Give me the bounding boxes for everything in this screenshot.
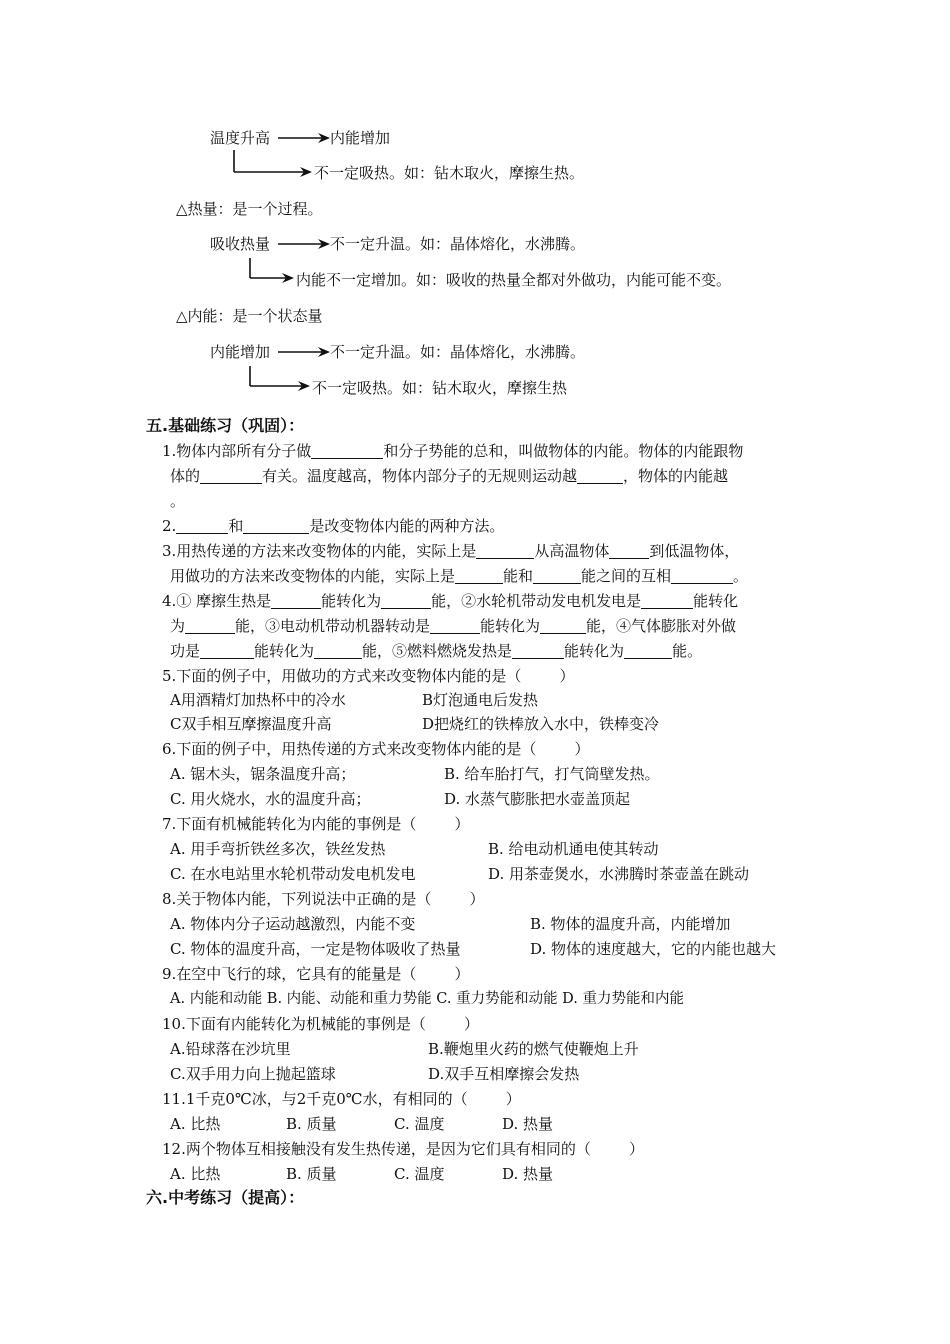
answer-blank[interactable] (243, 517, 309, 534)
option-a[interactable]: A用酒精灯加热杯中的冷水 (170, 691, 346, 709)
question-9-stem: 9.在空中飞行的球，它具有的能量是（ ） (162, 965, 470, 983)
option-b[interactable]: B. 物体的温度升高，内能增加 (530, 915, 731, 933)
answer-blank[interactable] (624, 642, 672, 659)
answer-blank[interactable] (512, 642, 564, 659)
option-a[interactable]: A.铅球落在沙坑里 (170, 1040, 291, 1058)
question-7-stem: 7.下面有机械能转化为内能的事例是（ ） (162, 815, 470, 833)
option-b[interactable]: B. 质量 (286, 1115, 337, 1133)
question-5-stem: 5.下面的例子中，用做功的方式来改变物体内能的是（ ） (162, 667, 575, 685)
option-d[interactable]: D.双手互相摩擦会发热 (428, 1065, 580, 1083)
option-d[interactable]: D. 热量 (502, 1165, 554, 1183)
note-not-necessarily-absorb: 不一定吸热。如：钻木取火，摩擦生热。 (314, 164, 585, 182)
branch-arrow-icon (248, 366, 310, 394)
note-not-necessarily-increase: 内能不一定增加。如：吸收的热量全都对外做功，内能可能不变。 (296, 271, 732, 289)
answer-blank[interactable] (271, 592, 321, 609)
option-b[interactable]: B.鞭炮里火药的燃气使鞭炮上升 (428, 1040, 639, 1058)
option-c[interactable]: C. 温度 (394, 1115, 445, 1133)
question-4-line-3: 功是 能转化为 能，⑤燃料燃烧发热是 能转化为 能。 (170, 642, 703, 660)
energy-definition: △内能：是一个状态量 (176, 307, 323, 325)
answer-blank[interactable] (577, 467, 623, 484)
right-arrow-icon (278, 236, 330, 252)
option-b[interactable]: B. 给电动机通电使其转动 (488, 840, 659, 858)
option-a[interactable]: A. 用手弯折铁丝多次，铁丝发热 (170, 840, 386, 858)
question-4-line-2: 为 能，③电动机带动机器转动是 能转化为 能，④气体膨胀对外做 (170, 617, 737, 635)
answer-blank[interactable] (671, 567, 733, 584)
question-3-line-1: 3.用热传递的方法来改变物体的内能，实际上是 从高温物体 到低温物体， (162, 542, 740, 560)
question-1-line-2: 体的 有关。温度越高，物体内部分子的无规则运动越 ，物体的内能越 (170, 467, 729, 485)
question-6-stem: 6.下面的例子中，用热传递的方式来改变物体内能的是（ ） (162, 740, 590, 758)
option-d[interactable]: D. 用茶壶煲水，水沸腾时茶壶盖在跳动 (488, 865, 750, 883)
answer-blank[interactable] (476, 542, 534, 559)
option-b[interactable]: B. 质量 (286, 1165, 337, 1183)
question-2: 2. 和 是改变物体内能的两种方法。 (162, 517, 505, 535)
section-heading: 五.基础练习（巩固）： (146, 416, 305, 435)
label-energy-increase: 内能增加 (330, 129, 391, 147)
answer-blank[interactable] (533, 567, 581, 584)
answer-blank[interactable] (641, 592, 693, 609)
option-d[interactable]: D. 物体的速度越大，它的内能也越大 (530, 940, 777, 958)
option-d[interactable]: D. 热量 (502, 1115, 554, 1133)
option-a[interactable]: A. 物体内分子运动越激烈，内能不变 (170, 915, 416, 933)
answer-blank[interactable] (455, 567, 503, 584)
option-c[interactable]: C. 用火烧水，水的温度升高； (170, 790, 371, 808)
option-c[interactable]: C. 温度 (394, 1165, 445, 1183)
answer-blank[interactable] (609, 542, 649, 559)
option-c[interactable]: C双手相互摩擦温度升高 (170, 715, 332, 733)
question-1-line-3: 。 (170, 492, 186, 510)
option-c[interactable]: C. 在水电站里水轮机带动发电机发电 (170, 865, 416, 883)
branch-arrow-icon (232, 150, 312, 180)
option-c[interactable]: C. 物体的温度升高，一定是物体吸收了热量 (170, 940, 461, 958)
option-d[interactable]: D把烧红的铁棒放入水中，铁棒变冷 (422, 715, 660, 733)
option-b[interactable]: B. 给车胎打气，打气筒壁发热。 (444, 765, 660, 783)
question-9-options[interactable]: A. 内能和动能 B. 内能、动能和重力势能 C. 重力势能和动能 D. 重力势能和内能 (170, 991, 685, 1007)
right-arrow-icon (278, 344, 330, 360)
answer-blank[interactable] (185, 617, 235, 634)
answer-blank[interactable] (311, 442, 383, 459)
question-10-stem: 10.下面有内能转化为机械能的事例是（ ） (162, 1015, 480, 1033)
note-not-necessarily-rise: 不一定升温。如：晶体熔化，水沸腾。 (330, 343, 586, 361)
label-absorb-heat: 吸收热量 (210, 235, 271, 253)
label-energy-increase: 内能增加 (210, 343, 271, 361)
section-heading: 六.中考练习（提高）： (146, 1188, 305, 1207)
right-arrow-icon (278, 130, 330, 146)
question-8-stem: 8.关于物体内能，下列说法中正确的是（ ） (162, 890, 485, 908)
answer-blank[interactable] (430, 617, 480, 634)
option-a[interactable]: A. 锯木头，锯条温度升高； (170, 765, 356, 783)
answer-blank[interactable] (200, 467, 262, 484)
question-1-line-1: 1.物体内部所有分子做 和分子势能的总和，叫做物体的内能。物体的内能跟物 (162, 442, 744, 460)
note-not-necessarily-rise: 不一定升温。如：晶体熔化，水沸腾。 (330, 235, 586, 253)
label-temp-rise: 温度升高 (210, 129, 271, 147)
answer-blank[interactable] (176, 517, 228, 534)
option-a[interactable]: A. 比热 (170, 1165, 221, 1183)
note-not-necessarily-absorb: 不一定吸热。如：钻木取火，摩擦生热 (312, 379, 568, 397)
branch-arrow-icon (248, 258, 294, 286)
heat-definition: △热量：是一个过程。 (176, 200, 323, 218)
answer-blank[interactable] (314, 642, 362, 659)
answer-blank[interactable] (540, 617, 586, 634)
option-a[interactable]: A. 比热 (170, 1115, 221, 1133)
option-b[interactable]: B灯泡通电后发热 (422, 691, 539, 709)
question-11-stem: 11.1千克0℃冰，与2千克0℃水，有相同的（ ） (162, 1090, 521, 1108)
option-c[interactable]: C.双手用力向上抛起篮球 (170, 1065, 336, 1083)
option-d[interactable]: D. 水蒸气膨胀把水壶盖顶起 (444, 790, 631, 808)
question-3-line-2: 用做功的方法来改变物体的内能，实际上是 能和 能之间的互相 。 (170, 567, 749, 585)
question-12-stem: 12.两个物体互相接触没有发生热传递，是因为它们具有相同的（ ） (162, 1140, 645, 1158)
answer-blank[interactable] (200, 642, 254, 659)
answer-blank[interactable] (381, 592, 431, 609)
question-4-line-1: 4.① 摩擦生热是 能转化为 能，②水轮机带动发电机发电是 能转化 (162, 592, 739, 610)
